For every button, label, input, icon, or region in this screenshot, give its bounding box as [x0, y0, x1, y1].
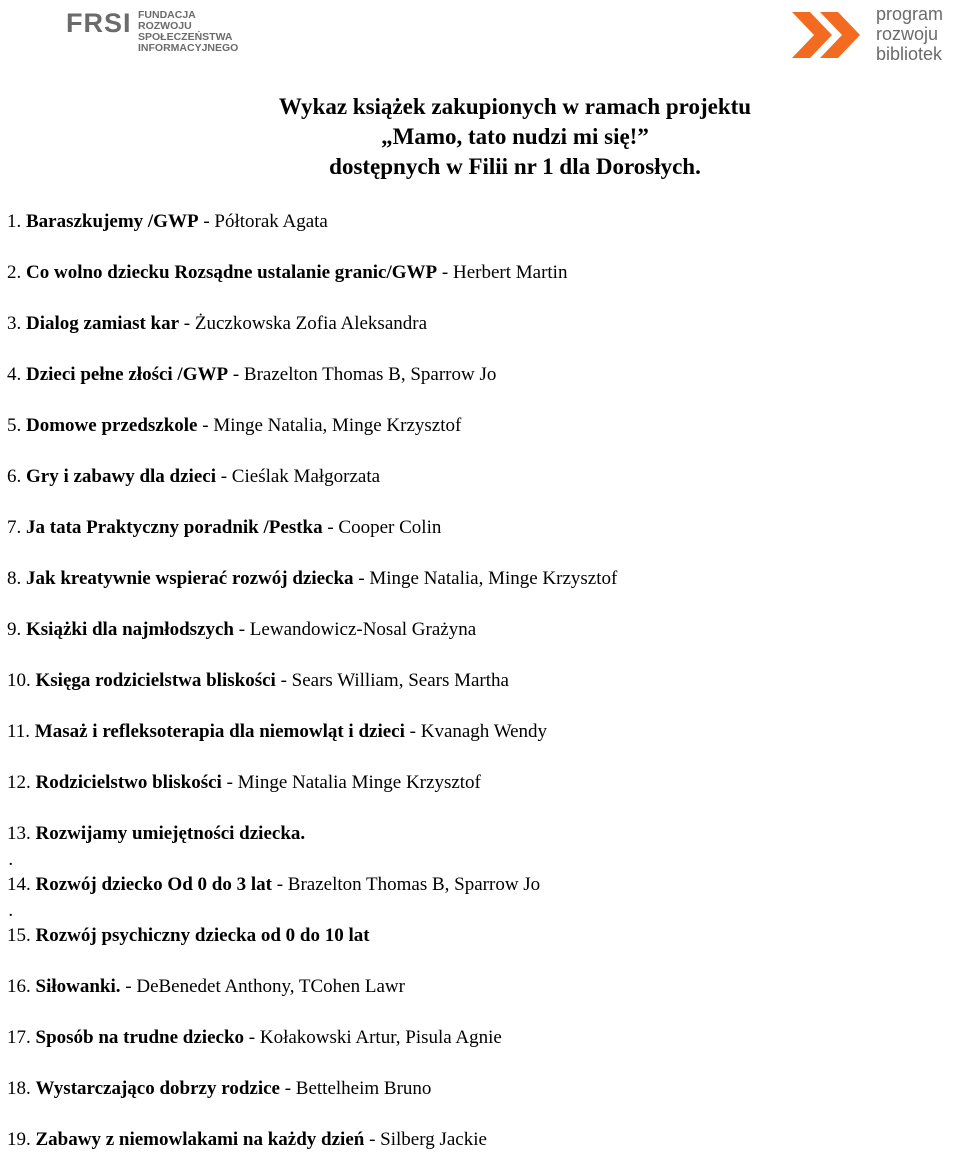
book-author: - Cieślak Małgorzata	[215, 466, 381, 487]
item-number: 19.	[7, 1129, 31, 1150]
book-title: Sposób na trudne dziecko	[35, 1027, 245, 1048]
list-item	[7, 261, 567, 285]
book-author: - Minge Natalia Minge Krzysztof	[221, 772, 481, 793]
prb-logo-text	[876, 4, 943, 64]
book-title: Rozwój dziecko Od 0 do 3 lat	[35, 874, 272, 895]
book-title: Książki dla najmłodszych	[26, 619, 234, 640]
list-item	[7, 516, 441, 540]
list-item	[7, 567, 617, 591]
document-title	[200, 92, 830, 182]
list-item	[7, 771, 481, 795]
book-title: Dzieci pełne złości /GWP	[26, 364, 229, 385]
item-number: 5.	[7, 415, 22, 436]
item-number: 12.	[7, 772, 31, 793]
list-item	[7, 720, 547, 744]
title-line-1: Wykaz książek zakupionych w ramach projektu	[278, 94, 752, 119]
item-number: 17.	[7, 1027, 31, 1048]
book-author: - DeBenedet Anthony, TCohen Lawr	[120, 976, 405, 997]
list-item	[7, 924, 370, 948]
book-title: Baraszkujemy /GWP	[26, 211, 199, 232]
item-number: 1.	[7, 211, 22, 232]
list-item	[7, 1077, 431, 1101]
book-author: - Żuczkowska Zofia Aleksandra	[179, 313, 428, 334]
list-item	[7, 1128, 487, 1152]
item-number: 10.	[7, 670, 31, 691]
list-item	[7, 363, 496, 387]
frsi-logo-line: FUNDACJA	[138, 9, 196, 21]
prb-logo	[788, 4, 960, 66]
separator-dot: .	[9, 854, 13, 869]
prb-chevrons-icon	[788, 8, 868, 62]
book-author: - Minge Natalia, Minge Krzysztof	[353, 568, 618, 589]
book-title: Jak kreatywnie wspierać rozwój dziecka	[26, 568, 354, 589]
book-title: Rozwijamy umiejętności dziecka.	[35, 823, 306, 844]
book-author: - Brazelton Thomas B, Sparrow Jo	[228, 364, 497, 385]
list-item	[7, 873, 540, 897]
item-number: 8.	[7, 568, 22, 589]
prb-logo-line: rozwoju	[876, 24, 939, 44]
book-author: - Lewandowicz-Nosal Grażyna	[233, 619, 477, 640]
book-title: Zabawy z niemowlakami na każdy dzień	[35, 1129, 365, 1150]
book-title: Gry i zabawy dla dzieci	[26, 466, 216, 487]
separator-dot: .	[9, 905, 13, 920]
list-item	[7, 465, 380, 489]
item-number: 3.	[7, 313, 22, 334]
list-item	[7, 618, 476, 642]
list-item	[7, 822, 305, 846]
item-number: 4.	[7, 364, 22, 385]
list-item	[7, 312, 427, 336]
prb-logo-line: program	[876, 4, 944, 24]
book-title: Ja tata Praktyczny poradnik /Pestka	[26, 517, 323, 538]
list-item	[7, 1026, 502, 1050]
book-author: - Minge Natalia, Minge Krzysztof	[197, 415, 462, 436]
list-item	[7, 414, 461, 438]
item-number: 18.	[7, 1078, 31, 1099]
list-item	[7, 975, 405, 999]
book-title: Dialog zamiast kar	[26, 313, 180, 334]
book-author: - Herbert Martin	[437, 262, 568, 283]
book-title: Wystarczająco dobrzy rodzice	[35, 1078, 280, 1099]
book-author: - Bettelheim Bruno	[279, 1078, 432, 1099]
book-author: - Półtorak Agata	[198, 211, 328, 232]
book-title: Domowe przedszkole	[26, 415, 198, 436]
item-number: 11.	[7, 721, 31, 742]
book-title: Rodzicielstwo bliskości	[35, 772, 222, 793]
book-author: - Brazelton Thomas B, Sparrow Jo	[271, 874, 541, 895]
item-number: 7.	[7, 517, 22, 538]
book-title: Księga rodzicielstwa bliskości	[35, 670, 276, 691]
prb-logo-line: bibliotek	[876, 44, 943, 64]
frsi-logo-line: INFORMACYJNEGO	[138, 42, 239, 54]
item-number: 6.	[7, 466, 22, 487]
frsi-logo-subtitle	[138, 10, 238, 54]
title-line-2: „Mamo, tato nudzi mi się!”	[381, 124, 649, 149]
book-author: - Sears William, Sears Martha	[275, 670, 509, 691]
book-title: Masaż i refleksoterapia dla niemowląt i dzieci	[34, 721, 405, 742]
book-author: - Kołakowski Artur, Pisula Agnie	[244, 1027, 502, 1048]
list-item	[7, 210, 328, 234]
frsi-logo-letters: FRSI	[66, 8, 132, 38]
book-author: - Kvanagh Wendy	[404, 721, 548, 742]
book-title: Rozwój psychiczny dziecka od 0 do 10 lat	[35, 925, 370, 946]
item-number: 2.	[7, 262, 22, 283]
frsi-logo-line: SPOŁECZEŃSTWA	[138, 31, 233, 43]
book-author: - Cooper Colin	[322, 517, 442, 538]
title-line-3: dostępnych w Filii nr 1 dla Dorosłych.	[329, 154, 701, 179]
frsi-logo	[66, 6, 266, 58]
book-title: Co wolno dziecku Rozsądne ustalanie granic/GWP	[26, 262, 438, 283]
item-number: 14.	[7, 874, 31, 895]
book-author: - Silberg Jackie	[364, 1129, 487, 1150]
frsi-logo-line: ROZWOJU	[138, 20, 192, 32]
item-number: 15.	[7, 925, 31, 946]
item-number: 9.	[7, 619, 22, 640]
item-number: 16.	[7, 976, 31, 997]
book-title: Siłowanki.	[35, 976, 121, 997]
item-number: 13.	[7, 823, 31, 844]
list-item	[7, 669, 509, 693]
